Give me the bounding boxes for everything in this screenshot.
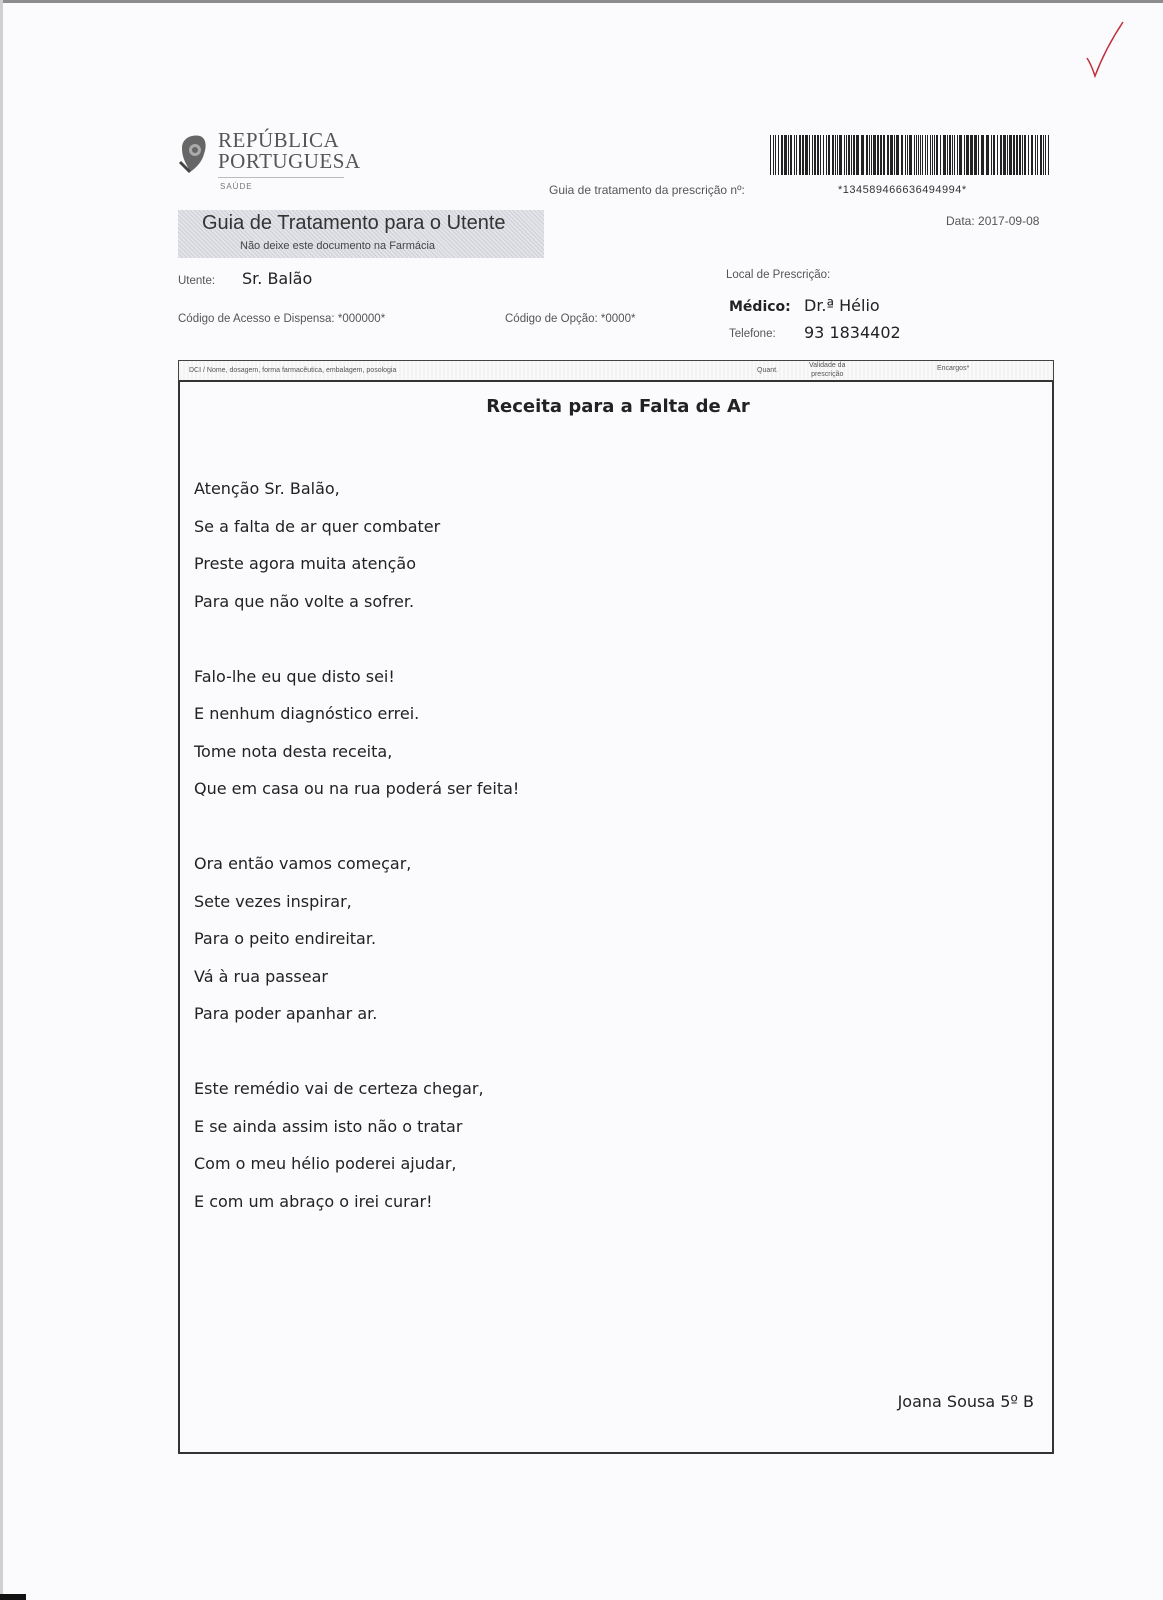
logo-subtitle: SAÚDE [220, 182, 253, 191]
barcode-bar [837, 135, 838, 175]
barcode-bar [959, 135, 962, 175]
barcode-bar [835, 135, 836, 175]
barcode-bar [922, 135, 923, 175]
date [946, 214, 1039, 228]
poem-line: E nenhum diagnóstico errei. [194, 704, 420, 723]
option-code-label: Código de Opção: [505, 313, 598, 325]
telefone-label: Telefone: [729, 328, 776, 340]
barcode-bar [856, 135, 859, 175]
barcode-bar [1003, 135, 1006, 175]
barcode-bar [1013, 135, 1015, 175]
barcode-bar [934, 135, 935, 175]
barcode-bar [802, 135, 804, 175]
option-code [505, 313, 635, 325]
prescription-table-header [178, 360, 1054, 382]
barcode-bar [1048, 135, 1049, 175]
barcode-bar [770, 135, 771, 175]
date-value: 2017-09-08 [978, 214, 1040, 228]
logo-line-1: REPÚBLICA [218, 128, 340, 152]
poem-line: Com o meu hélio poderei ajudar, [194, 1154, 457, 1173]
barcode-bar [1040, 135, 1042, 175]
poem-line: Que em casa ou na rua poderá ser feita! [194, 779, 520, 798]
column-validity-line-2: prescrição [811, 371, 844, 378]
poem-line: Vá à rua passear [194, 966, 328, 986]
barcode-bar [794, 135, 795, 175]
barcode-bar [925, 135, 926, 175]
coat-of-arms-icon [178, 132, 208, 174]
column-charges: Encargos* [937, 365, 970, 372]
logo-line-2: PORTUGUESA [218, 149, 361, 173]
medico-label: Médico: [729, 299, 791, 315]
barcode-bar [907, 135, 908, 175]
barcode-bar [964, 135, 965, 175]
barcode-bar [991, 135, 992, 175]
barcode-bar [920, 135, 921, 175]
prescription-number: *1345894666364949​94* [838, 184, 967, 196]
barcode-bar [914, 135, 915, 175]
barcode-bar [957, 135, 958, 175]
barcode-bar [927, 135, 928, 175]
barcode [770, 135, 1052, 175]
barcode-bar [873, 135, 876, 175]
poem-line: Para que não volte a sofrer. [194, 591, 415, 611]
barcode-bar [1045, 135, 1046, 175]
poem-line: Atenção Sr. Balão, [194, 479, 340, 498]
utente-label: Utente: [178, 275, 216, 287]
barcode-bar [1016, 135, 1018, 175]
barcode-bar [966, 135, 969, 175]
barcode-bar [940, 135, 941, 175]
barcode-bar [812, 135, 813, 175]
barcode-bar [871, 135, 872, 175]
column-validity [809, 361, 845, 379]
barcode-bar [883, 135, 885, 175]
barcode-bar [1035, 135, 1036, 175]
column-quantity: Quant. [757, 367, 779, 374]
barcode-bar [788, 135, 789, 175]
poem-line: E se ainda assim isto não o tratar [194, 1116, 463, 1136]
barcode-bar [1000, 135, 1002, 175]
barcode-bar [775, 135, 776, 175]
scan-mark [0, 1594, 26, 1600]
barcode-bar [823, 135, 824, 175]
barcode-bar [981, 135, 984, 175]
barcode-bar [936, 135, 938, 175]
barcode-bar [1019, 135, 1021, 175]
barcode-bar [877, 135, 879, 175]
prescription-location-label: Local de Prescrição: [726, 269, 831, 281]
barcode-bar [844, 135, 845, 175]
barcode-bar [918, 135, 919, 175]
signature: Joana Sousa 5º B [897, 1392, 1034, 1411]
poem-line: Para o peito endireitar. [194, 929, 377, 948]
barcode-bar [826, 135, 827, 175]
barcode-bar [909, 135, 912, 175]
barcode-bar [848, 135, 850, 175]
poem-line: Preste agora muita atenção [194, 554, 416, 573]
page-edge [0, 0, 1163, 3]
medico-value: Dr.ª Hélio [804, 296, 880, 315]
stanza [194, 470, 519, 620]
telefone-value: 93 1834402 [804, 323, 901, 342]
checkmark-icon [1085, 20, 1125, 80]
barcode-bar [880, 135, 882, 175]
barcode-bar [832, 135, 834, 175]
barcode-bar [901, 135, 903, 175]
stanza [194, 1070, 519, 1220]
barcode-bar [1028, 135, 1029, 175]
option-code-value: *0000* [600, 313, 636, 325]
barcode-bar [1031, 135, 1033, 175]
barcode-bar [773, 135, 774, 175]
barcode-bar [1022, 135, 1023, 175]
logo-divider [218, 177, 344, 178]
barcode-bar [869, 135, 870, 175]
barcode-bar [916, 135, 917, 175]
access-code-value: *000000* [337, 313, 386, 325]
column-validity-line-1: Validade da [809, 362, 846, 369]
barcode-bar [896, 135, 899, 175]
barcode-bar [986, 135, 989, 175]
barcode-bar [781, 135, 783, 175]
barcode-bar [1009, 135, 1012, 175]
barcode-bar [905, 135, 906, 175]
poem-line: Falo-lhe eu que disto sei! [194, 666, 395, 686]
barcode-bar [997, 135, 998, 175]
barcode-bar [993, 135, 995, 175]
barcode-bar [970, 135, 973, 175]
poem-line: E com um abraço o irei curar! [194, 1191, 433, 1211]
barcode-bar [954, 135, 955, 175]
poem-line: Tome nota desta receita, [194, 741, 393, 761]
poem-line: Sete vezes inspirar, [194, 891, 352, 911]
barcode-bar [778, 135, 779, 175]
stanza [194, 845, 519, 1033]
barcode-bar [853, 135, 855, 175]
barcode-bar [820, 135, 821, 175]
poem-line: Para poder apanhar ar. [194, 1004, 378, 1023]
poem-line: Se a falta de ar quer combater [194, 516, 441, 536]
barcode-bar [1024, 135, 1026, 175]
barcode-bar [1007, 135, 1008, 175]
poem [194, 470, 519, 1258]
recipe-title: Receita para a Falta de Ar [486, 396, 750, 417]
barcode-bar [814, 135, 816, 175]
title-banner [178, 210, 544, 258]
barcode-bar [974, 135, 977, 175]
barcode-bar [932, 135, 933, 175]
poem-line: Ora então vamos começar, [194, 854, 412, 873]
barcode-bar [894, 135, 895, 175]
barcode-bar [978, 135, 979, 175]
banner-title: Guia de Tratamento para o Utente [202, 212, 506, 234]
access-code-label: Código de Acesso e Dispensa: [178, 313, 335, 325]
date-label: Data: [946, 214, 975, 228]
page-edge-left [0, 0, 3, 1600]
stanza [194, 658, 519, 808]
column-dci: DCI / Nome, dosagem, forma farmacêutica, embalagem, posologia [189, 367, 397, 374]
access-code [178, 313, 385, 325]
barcode-bar [866, 135, 868, 175]
barcode-bar [796, 135, 797, 175]
barcode-bar [949, 135, 951, 175]
prescription-guide-label: Guia de tratamento da prescrição nº: [549, 183, 745, 197]
utente-value: Sr. Balão [242, 269, 313, 288]
barcode-bar [839, 135, 842, 175]
barcode-bar [887, 135, 889, 175]
barcode-bar [790, 135, 792, 175]
barcode-bar [1037, 135, 1038, 175]
barcode-bar [805, 135, 808, 175]
barcode-bar [952, 135, 953, 175]
barcode-bar [784, 135, 787, 175]
barcode-bar [809, 135, 810, 175]
barcode-bar [930, 135, 931, 175]
banner-subtitle: Não deixe este documento na Farmácia [240, 240, 436, 252]
poem-line: Este remédio vai de certeza chegar, [194, 1079, 484, 1098]
barcode-bar [846, 135, 847, 175]
barcode-bar [1043, 135, 1044, 175]
barcode-bar [943, 135, 946, 175]
barcode-bar [828, 135, 830, 175]
barcode-bar [861, 135, 864, 175]
barcode-bar [799, 135, 801, 175]
barcode-bar [851, 135, 852, 175]
barcode-bar [947, 135, 948, 175]
barcode-bar [890, 135, 893, 175]
barcode-bar [817, 135, 819, 175]
prescription-table-body [178, 382, 1054, 1454]
